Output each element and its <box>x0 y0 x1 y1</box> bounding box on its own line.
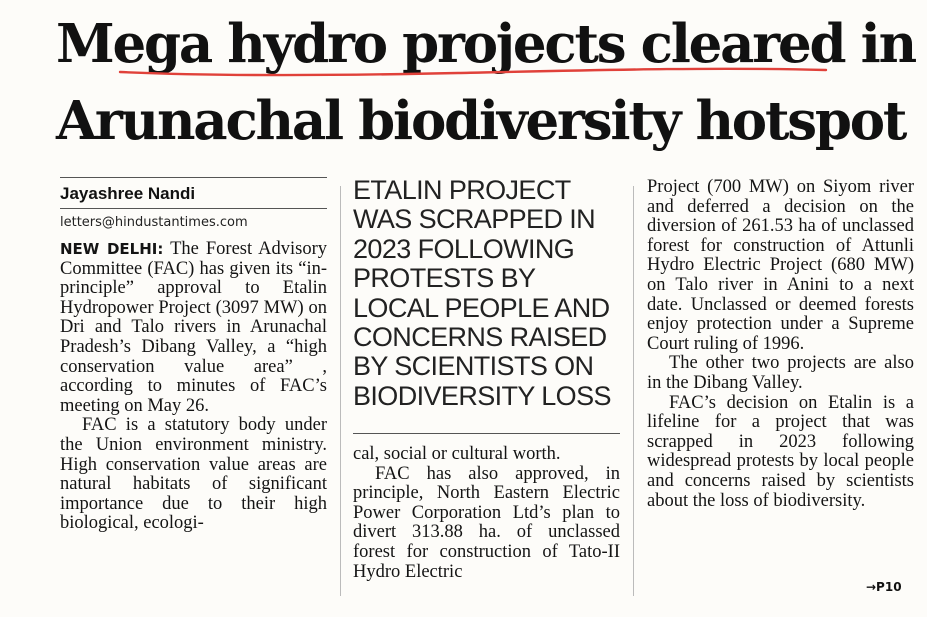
pull-quote-line: LOCAL PEOPLE AND <box>353 292 610 323</box>
column-divider-1 <box>340 186 341 596</box>
article-column-3 <box>647 178 914 511</box>
paragraph-3-continued: Project (700 MW) on Siyom river and deferred a decision on the diversion of 261.53 ha of unclassed forest for construction of Attunli Hydro Electric Project (680 MW) on Talo river in Anini to a next date. Unclassed or deemed forests enjoy protection under a Supreme Court ruling of 1996. <box>647 177 914 354</box>
headline-line-1: Mega hydro projects cleared in <box>56 13 915 75</box>
article-column-2 <box>353 445 620 582</box>
paragraph-2-continued: cal, social or cultural worth. <box>353 444 561 464</box>
dateline: NEW DELHI: <box>60 240 164 258</box>
pull-quote-line: BIODIVERSITY LOSS <box>353 380 611 411</box>
pull-quote-line: WAS SCRAPPED IN <box>353 204 596 235</box>
pull-quote <box>353 176 633 411</box>
byline-rule-top <box>60 177 327 178</box>
paragraph-1-text: The Forest Advisory Committee (FAC) has given its “in-principle” approval to Etalin Hydropower Project (3097 MW) on Dri and Talo rivers in Arunachal Pradesh’s Dibang Valley, a “high conservation value area” , according to minutes of FAC’s meeting on May 26. <box>60 239 327 416</box>
headline <box>56 6 916 160</box>
paragraph-5: FAC’s decision on Etalin is a lifeline for a project that was scrapped in 2023 following widespread protests by local people and concerns raised by scientists about the loss of biodiversity. <box>647 392 914 511</box>
pull-quote-line: PROTESTS BY <box>353 263 536 294</box>
page-reference: →P10 <box>866 580 902 594</box>
column-divider-2 <box>633 186 634 596</box>
pull-quote-line: 2023 FOLLOWING <box>353 233 575 264</box>
paragraph-2: FAC is a statutory body under the Union environment ministry. High conservation value areas are natural habitats of significant importance due to their high biological, ecologi- <box>60 415 327 534</box>
pull-quote-rule <box>353 433 620 434</box>
author-name: Jayashree Nandi <box>60 184 196 203</box>
article-column-1 <box>60 240 327 534</box>
byline-rule-bottom <box>60 208 327 209</box>
red-pen-underline <box>118 64 828 78</box>
author-email[interactable]: letters@hindustantimes.com <box>60 215 248 230</box>
pull-quote-line: BY SCIENTISTS ON <box>353 351 594 382</box>
paragraph-1 <box>60 240 327 416</box>
headline-line-2: Arunachal biodiversity hotspot <box>56 90 906 152</box>
paragraph-3: FAC has also approved, in principle, North Eastern Electric Power Corporation Ltd’s plan to divert 313.88 ha. of unclassed forest for construction of Tato-II Hydro Electric <box>353 463 620 582</box>
paragraph-4: The other two projects are also in the Dibang Valley. <box>647 353 914 393</box>
pull-quote-line: ETALIN PROJECT <box>353 175 571 205</box>
pull-quote-line: CONCERNS RAISED <box>353 322 607 353</box>
